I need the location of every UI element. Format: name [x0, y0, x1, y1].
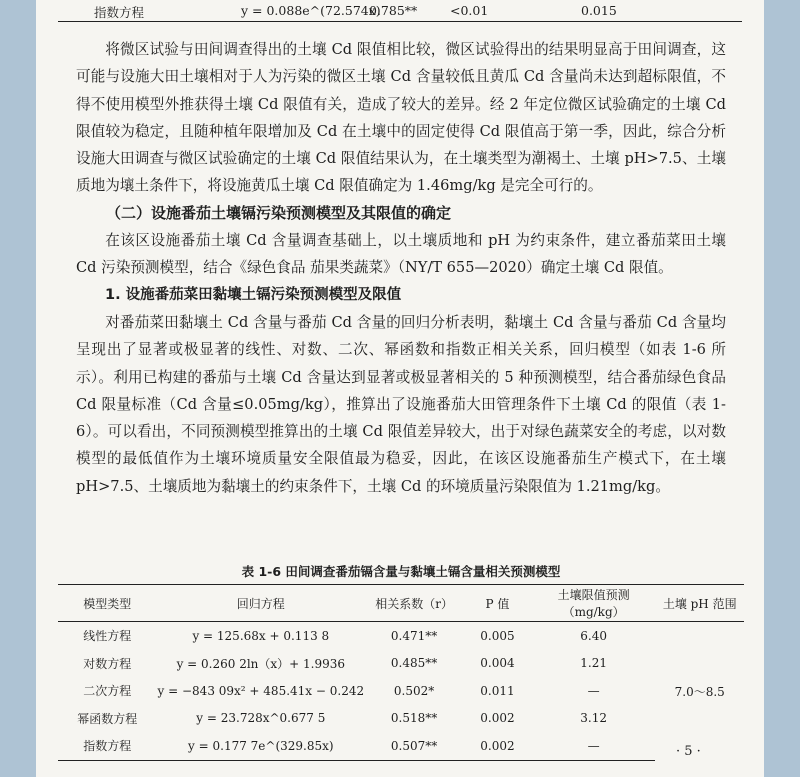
cell-p: 0.004: [480, 656, 515, 671]
subsection-heading: 1. 设施番茄菜田黏壤土镉污染预测模型及限值: [105, 286, 402, 303]
table-header-row: [58, 585, 744, 622]
header-model: 模型类型: [58, 585, 157, 622]
header-ph: 土壤 pH 范围: [655, 585, 744, 622]
table-row: [58, 732, 744, 760]
cell-equation: y = 0.260 2ln（x）+ 1.9936: [176, 656, 346, 671]
paragraph-comparison: 将微区试验与田间调查得出的土壤 Cd 限值相比较，微区试验得出的结果明显高于田间调查，这可能与设施大田土壤相对于人为污染的微区土壤 Cd 含量较低且黄瓜 Cd 含量尚未达到超标限值，不得不使用模型外推获得土壤 Cd 限值有关，造成了较大的差异。经 2 年定位微区试验确定的土壤 Cd 限值较为稳定，且随种植年限增加及 Cd 在土壤中的固定使得 Cd 限值高于第一季，因此，综合分析设施大田调查与微区试验确定的土壤 Cd 限值结果认为，在土壤类型为潮褐土、土壤 pH>7.5、土壤质地为壤土条件下，将设施黄瓜土壤 Cd 限值确定为 1.46mg/kg 是完全可行的。: [76, 41, 726, 195]
cell-limit: 6.40: [580, 628, 607, 643]
cell-r: 0.507**: [365, 732, 463, 760]
model-table: [58, 584, 744, 761]
table-row: [58, 622, 744, 650]
table-bottom-rule: [58, 21, 742, 22]
cell-limit: 1.21: [580, 656, 607, 671]
page-number: · 5 ·: [676, 744, 701, 759]
table-row: [58, 677, 744, 705]
table-row: [58, 705, 744, 733]
cell-equation: y = 23.728x^0.677 5: [196, 711, 326, 726]
table-caption: 表 1-6 田间调查番茄镉含量与黏壤土镉含量相关预测模型: [241, 564, 561, 579]
cell-equation: y = −843 09x² + 485.41x − 0.242: [157, 683, 365, 698]
cell-r: 0.471**: [390, 628, 438, 643]
cell-model: 指数方程: [58, 732, 157, 760]
table-row: [58, 650, 744, 678]
cell-model: 线性方程: [83, 629, 132, 644]
cell-r: 0.485**: [390, 656, 438, 671]
cell-model: 幂函数方程: [77, 711, 138, 726]
paragraph-analysis: 对番茄菜田黏壤土 Cd 含量与番茄 Cd 含量的回归分析表明，黏壤土 Cd 含量与番茄 Cd 含量均呈现出了显著或极显著的线性、对数、二次、幂函数和指数正相关关系，回归模型（如表 1-6 所示）。利用已构建的番茄与土壤 Cd 含量达到显著或极显著相关的 5 种预测模型，结合番茄绿色食品 Cd 限量标准（Cd 含量≤0.05mg/kg），推算出了设施番茄大田管理条件下土壤 Cd 的限值（表 1-6）。可以看出，不同预测模型推算出的土壤 Cd 限值差异较大，出于对绿色蔬菜安全的考虑，以对数模型的最低值作为土壤环境质量安全限值最为稳妥，因此，在该区设施番茄生产模式下，在土壤 pH>7.5、土壤质地为黏壤土的约束条件下，土壤 Cd 的环境质量污染限值为 1.21mg/kg。: [76, 313, 726, 495]
header-equation: 回归方程: [157, 585, 366, 622]
top-row-limit: 0.015: [581, 3, 617, 18]
cell-model: 二次方程: [83, 684, 132, 699]
header-limit: 土壤限值预测（mg/kg）: [532, 585, 656, 622]
cell-r: 0.518**: [390, 711, 438, 726]
cell-p: 0.011: [480, 683, 515, 698]
header-r: 相关系数（r）: [365, 585, 463, 622]
top-row-equation: y = 0.088e^(72.574x): [241, 3, 381, 18]
body-text: [76, 36, 726, 500]
cell-equation: y = 0.177 7e^(329.85x): [157, 732, 366, 760]
section-heading: （二）设施番茄土壤镉污染预测模型及其限值的确定: [106, 203, 452, 222]
top-row-p: <0.01: [450, 3, 489, 18]
paragraph-intro: 在该区设施番茄土壤 Cd 含量调查基础上，以土壤质地和 pH 为约束条件，建立番茄菜田土壤 Cd 污染预测模型，结合《绿色食品 茄果类蔬菜》（NY/T 655—2020）确定土壤 Cd 限值。: [76, 232, 726, 277]
cell-model: 对数方程: [83, 656, 132, 671]
header-p: P 值: [463, 585, 532, 622]
cell-limit: —: [587, 683, 600, 698]
cell-limit: —: [532, 732, 656, 760]
top-row-r: 0.785**: [369, 3, 418, 18]
cell-p: 0.005: [480, 628, 515, 643]
cell-limit: 3.12: [580, 711, 607, 726]
cell-equation: y = 125.68x + 0.113 8: [192, 628, 330, 643]
cell-p: 0.002: [480, 711, 515, 726]
cell-p: 0.002: [463, 732, 532, 760]
top-row-model: 指数方程: [94, 5, 145, 20]
cell-r: 0.502*: [393, 683, 435, 698]
previous-table-last-row: [36, 0, 764, 22]
cell-ph-range: 7.0～8.5: [674, 684, 725, 699]
